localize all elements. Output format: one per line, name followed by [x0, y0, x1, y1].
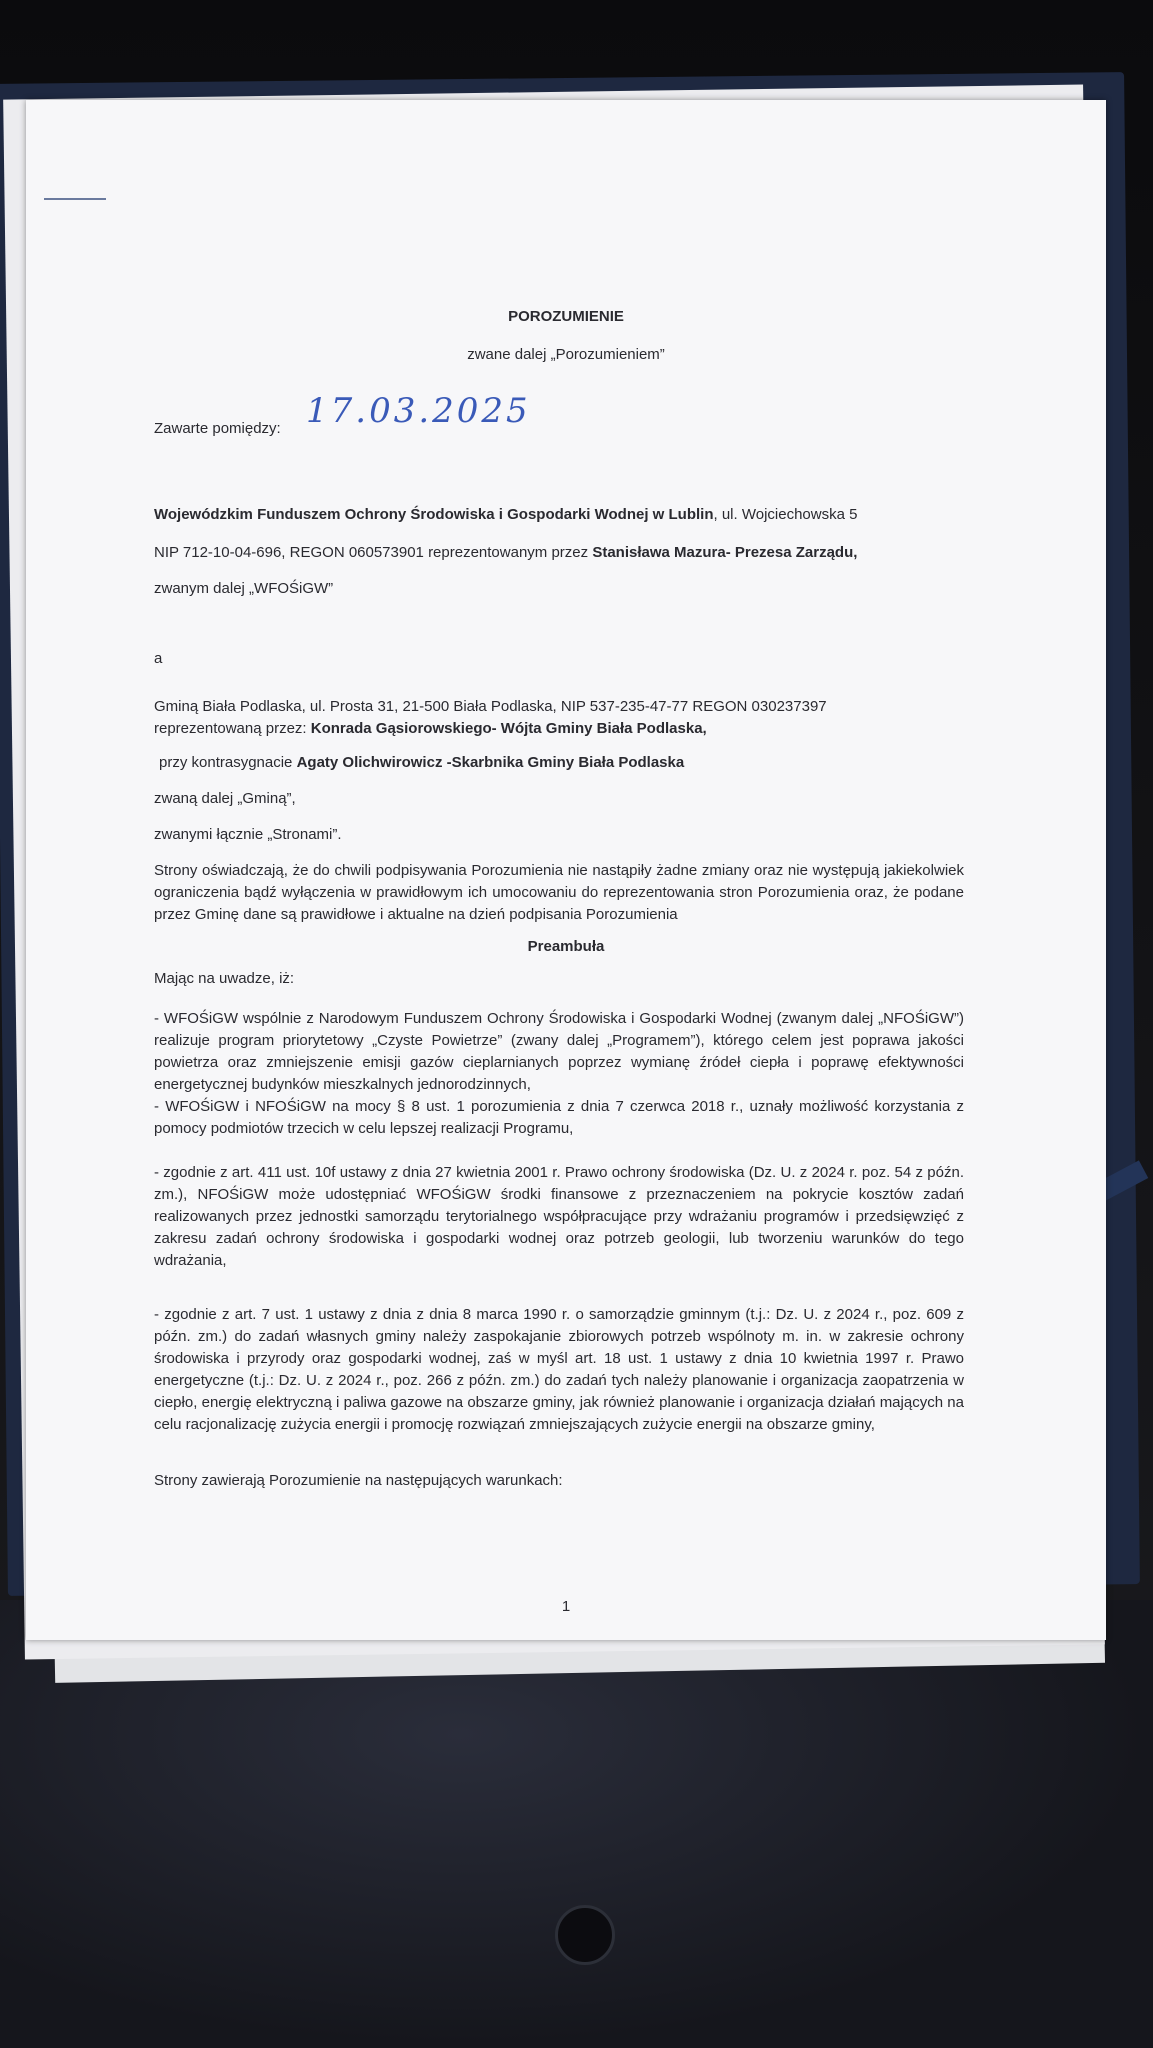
party1-ids: NIP 712-10-04-696, REGON 060573901 reprezentowanym przez — [154, 544, 593, 561]
party1-alias: zwanym dalej „WFOŚiGW” — [154, 580, 334, 597]
handwritten-date: 17.03.2025 — [306, 391, 531, 431]
countersign-name: Agaty Olichwirowicz -Skarbnika Gminy Biała Podlaska — [296, 754, 685, 771]
party2-rep-prefix: reprezentowaną przez: — [154, 720, 311, 737]
parties-alias: zwanymi łącznie „Stronami”. — [154, 826, 342, 843]
party2-alias: zwaną dalej „Gminą”, — [154, 790, 296, 807]
clothing-button — [555, 1905, 615, 1965]
document-title: POROZUMIENIE — [508, 308, 624, 325]
party2-rep-line — [154, 718, 707, 740]
document-page — [26, 100, 1106, 1640]
party1-representative: Stanisława Mazura- Prezesa Zarządu, — [592, 544, 858, 561]
party1-line — [154, 504, 857, 526]
preamble-clause: - zgodnie z art. 7 ust. 1 ustawy z dnia z dnia 8 marca 1990 r. o samorządzie gminnym (t.j.: Dz. U. z 2024 r., poz. 609 z późn. zm.) do zadań własnych gminy należy zaspokajanie zbiorowych potrzeb wspólnoty m. in. w zakresie ochrony środowiska i przyrody oraz gospodarki wodnej, zaś w myśl art. 18 ust. 1 ustawy z dnia 10 kwietnia 1997 r. Prawo energetyczne (t.j.: Dz. U. z 2024 r., poz. 266 z późn. zm.) do zadań tych należy planowanie i organizacja zaopatrzenia w ciepło, energię elektryczną i paliwa gazowe na obszarze gminy, jak również planowanie i organizacja działań mających na celu racjonalizację zużycia energii i promocję rozwiązań zmniejszających zużycie energii na obszarze gminy, — [154, 1306, 964, 1433]
party1-address: , ul. Wojciechowska 5 — [713, 506, 858, 523]
preamble-intro: Mając na uwadze, iż: — [154, 970, 295, 987]
closing-line: Strony zawierają Porozumienie na następujących warunkach: — [154, 1472, 563, 1489]
preamble-clause: - zgodnie z art. 411 ust. 10f ustawy z dnia 27 kwietnia 2001 r. Prawo ochrony środowiska (Dz. U. z 2024 r. poz. 54 z późn. zm.), NFOŚiGW może udostępniać WFOŚiGW środki finansowe z przeznaczeniem na pokrycie kosztów zadań realizowanych przez jednostki samorządu terytorialnego współpracujące przy wdrażaniu programów i przedsięwzięć z zakresu zadań ochrony środowiska i gospodarki wodnej oraz potrzeb geologii, lub tworzeniu warunków do tego wdrażania, — [154, 1164, 964, 1269]
countersign-line — [159, 752, 684, 774]
concluded-label: Zawarte pomiędzy: — [154, 420, 281, 437]
countersign-prefix: przy kontrasygnacie — [159, 754, 297, 771]
document-subtitle: zwane dalej „Porozumieniem” — [467, 346, 665, 363]
page-number: 1 — [561, 1598, 571, 1615]
preamble-heading: Preambuła — [527, 938, 605, 955]
conjunction: a — [154, 650, 163, 667]
declaration-paragraph: Strony oświadczają, że do chwili podpisywania Porozumienia nie nastąpiły żadne zmiany oraz nie występują jakiekolwiek ograniczenia bądź wyłączenia w prawidłowym ich umocowaniu do reprezentowania stron Porozumienia oraz, że podane przez Gminę dane są prawidłowe i aktualne na dzień podpisania Porozumienia — [154, 862, 964, 923]
preamble-clause: - WFOŚiGW wspólnie z Narodowym Funduszem Ochrony Środowiska i Gospodarki Wodnej (zwanym dalej „NFOŚiGW”) realizuje program priorytetowy „Czyste Powietrze” (zwany dalej „Programem”), którego celem jest poprawa jakości powietrza oraz zmniejszenie emisji gazów cieplarnianych poprzez wymianę źródeł ciepła i poprawę efektywności energetycznej budynków mieszkalnych jednorodzinnych, — [154, 1010, 964, 1093]
party1-ids-line — [154, 542, 857, 564]
preamble-clause: - WFOŚiGW i NFOŚiGW na mocy § 8 ust. 1 porozumienia z dnia 7 czerwca 2018 r., uznały możliwość korzystania z pomocy podmiotów trzecich w celu lepszej realizacji Programu, — [154, 1098, 964, 1137]
party2-representative: Konrada Gąsiorowskiego- Wójta Gminy Biała Podlaska, — [310, 720, 707, 737]
party2-line: Gminą Biała Podlaska, ul. Prosta 31, 21-500 Biała Podlaska, NIP 537-235-47-77 REGON 030237397 — [154, 698, 827, 715]
ink-mark — [44, 198, 106, 200]
party1-name: Wojewódzkim Funduszem Ochrony Środowiska i Gospodarki Wodnej w Lublin — [154, 506, 714, 523]
